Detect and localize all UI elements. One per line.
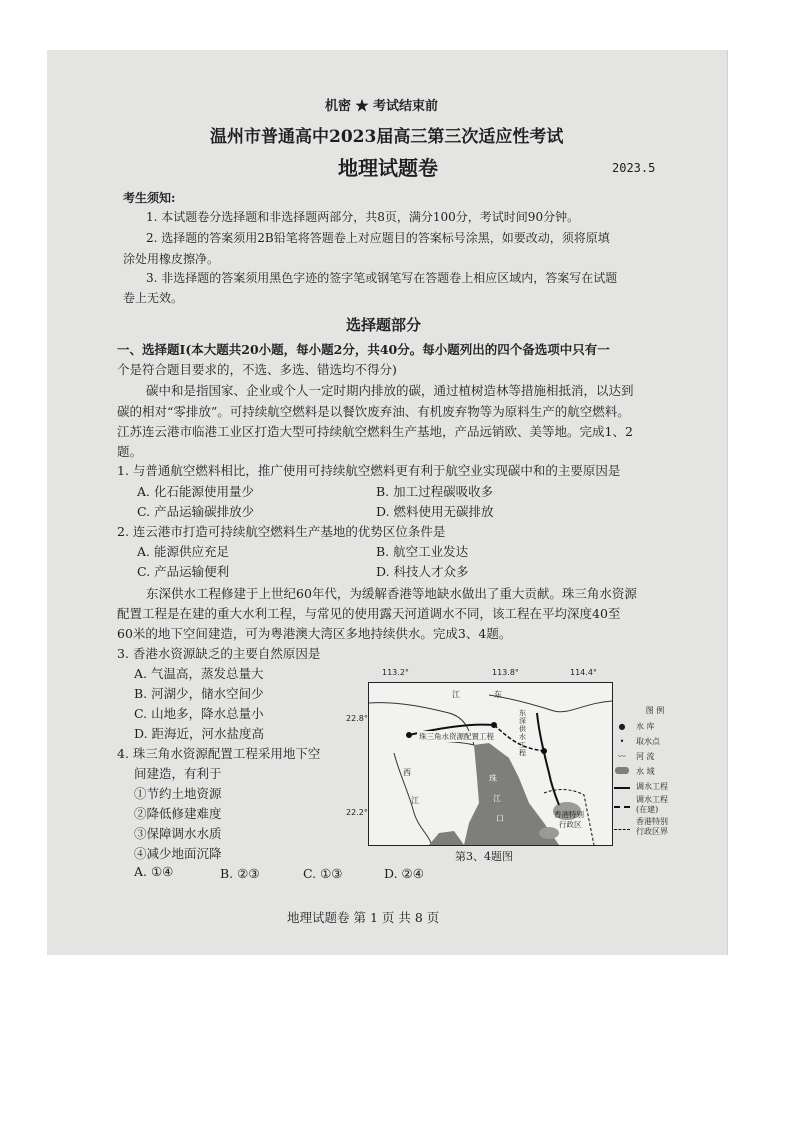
q3-stem: 3. 香港水资源缺乏的主要自然原因是 — [117, 646, 321, 661]
map-lat-1: 22.8° — [346, 714, 368, 723]
section-intro-2: 个是符合题目要求的，不选、多选、错选均不得分) — [117, 362, 397, 377]
label-hk-2: 行政区 — [559, 820, 582, 829]
notice-line-1: 1. 本试题卷分选择题和非选择题两部分，共8页，满分100分，考试时间90分钟。 — [146, 210, 580, 224]
passage1-line-3: 江苏连云港市临港工业区打造大型可持续航空燃料生产基地，产品远销欧、美等地。完成1、2 — [117, 424, 633, 439]
legend-hk-border: 香港特别 行政区界 — [636, 817, 668, 836]
legend-intake: 取水点 — [636, 737, 660, 746]
passage2-line-3: 60米的地下空间建造，可为粤港澳大湾区多地持续供水。完成3、4题。 — [117, 626, 512, 641]
secrecy-label: 机密 ★ 考试结束前 — [325, 99, 439, 114]
label-xijiang-a: 西 — [403, 768, 411, 777]
q2-option-b: B. 航空工业发达 — [376, 544, 469, 559]
legend-title: 图 例 — [645, 706, 665, 715]
q1-option-a: A. 化石能源使用量少 — [137, 484, 254, 499]
q4-statement-1: ①节约土地资源 — [134, 786, 222, 801]
q4-option-d: D. ②④ — [384, 866, 424, 881]
map-lat-2: 22.2° — [346, 808, 368, 817]
q4-statement-3: ③保障调水水质 — [134, 826, 222, 841]
transfer-line-icon — [612, 781, 632, 792]
label-dongjiang-a: 江 — [452, 690, 460, 699]
q2-stem: 2. 连云港市打造可持续航空燃料生产基地的优势区位条件是 — [117, 524, 446, 539]
q3-option-b: B. 河湖少，储水空间少 — [134, 686, 264, 701]
q4-option-b: B. ②③ — [220, 866, 260, 881]
legend-row-transfer — [612, 779, 688, 794]
legend-transfer: 调水工程 — [636, 782, 668, 791]
legend-row-intake — [612, 734, 688, 749]
label-dongshen: 东深供水工程 — [519, 709, 526, 757]
q3-option-d: D. 距海近，河水盐度高 — [134, 726, 265, 741]
label-pearl-a: 珠 — [489, 774, 497, 783]
map-lon-1: 113.2° — [382, 668, 409, 677]
intake-icon: • — [619, 737, 625, 746]
label-pearl-c: 口 — [496, 814, 504, 823]
legend-transfer-building: 调水工程 (在建) — [636, 795, 668, 814]
page-footer: 地理试题卷 第 1 页 共 8 页 — [287, 910, 440, 925]
q2-option-a: A. 能源供应充足 — [137, 544, 229, 559]
map-lon-3: 114.4° — [570, 668, 597, 677]
river-icon: 〰 — [618, 752, 626, 761]
map-caption: 第3、4题图 — [455, 850, 513, 863]
notice-line-4: 3. 非选择题的答案须用黑色字迹的签字笔或钢笔写在答题卷上相应区域内，答案写在试题 — [146, 271, 618, 285]
q1-stem: 1. 与普通航空燃料相比，推广使用可持续航空燃料更有利于航空业实现碳中和的主要原因是 — [117, 463, 621, 478]
label-xijiang-b: 江 — [411, 796, 419, 805]
water-icon — [612, 766, 632, 777]
legend-water: 水 域 — [636, 767, 655, 776]
notice-line-2: 2. 选择题的答案须用2B铅笔将答题卷上对应题目的答案标号涂黑，如要改动，须将原填 — [146, 231, 610, 245]
lantau-island — [539, 827, 559, 839]
q2-option-c: C. 产品运输便利 — [137, 564, 230, 579]
passage2-line-1: 东深供水工程修建于上世纪60年代，为缓解香港等地缺水做出了重大贡献。珠三角水资源 — [146, 586, 637, 601]
q2-option-d: D. 科技人才众多 — [376, 564, 469, 579]
passage2-line-2: 配置工程是在建的重大水利工程，与常见的使用露天河道调水不同，该工程在平均深度40至 — [117, 606, 621, 621]
pearl-river-map — [368, 682, 613, 846]
map-legend — [612, 705, 688, 838]
legend-row-water — [612, 764, 688, 779]
legend-row-hk-border — [612, 816, 688, 838]
reservoir-point-2 — [541, 748, 547, 754]
intake-point — [406, 732, 412, 738]
notice-heading: 考生须知: — [123, 191, 176, 205]
q4-stem-2: 间建造，有利于 — [134, 766, 222, 781]
legend-river: 河 流 — [636, 752, 655, 761]
q4-stem-1: 4. 珠三角水资源配置工程采用地下空 — [117, 746, 321, 761]
legend-row-river — [612, 749, 688, 764]
q4-statement-2: ②降低修建难度 — [134, 806, 222, 821]
q3-option-c: C. 山地多，降水总量小 — [134, 706, 264, 721]
label-dongjiang-b: 东 — [494, 690, 502, 699]
transfer-building-icon — [612, 800, 632, 811]
label-project: 珠三角水资源配置工程 — [419, 732, 494, 741]
exam-title: 温州市普通高中2023届高三第三次适应性考试 — [210, 127, 564, 147]
legend-row-transfer-building — [612, 794, 688, 816]
dongshen-line — [537, 713, 559, 805]
q1-option-c: C. 产品运输碳排放少 — [137, 504, 255, 519]
section-title: 选择题部分 — [346, 316, 422, 334]
q1-option-b: B. 加工过程碳吸收多 — [376, 484, 494, 499]
q4-statement-4: ④减少地面沉降 — [134, 846, 222, 861]
hk-border-icon — [612, 822, 632, 833]
passage1-line-4: 题。 — [117, 444, 143, 459]
legend-row-reservoir — [612, 719, 688, 734]
q4-option-a: A. ①④ — [134, 864, 174, 879]
reservoir-icon: ● — [618, 722, 626, 731]
q4-option-c: C. ①③ — [303, 866, 343, 881]
west-water — [429, 831, 464, 845]
exam-subtitle: 地理试题卷 — [338, 156, 438, 180]
map-lon-2: 113.8° — [492, 668, 519, 677]
passage1-line-1: 碳中和是指国家、企业或个人一定时期内排放的碳，通过植树造林等措施相抵消，以达到 — [146, 383, 634, 398]
notice-line-3: 涂处用橡皮擦净。 — [123, 252, 220, 266]
reservoir-point-1 — [491, 722, 497, 728]
section-intro-1: 一、选择题Ⅰ(本大题共20小题，每小题2分，共40分。每小题列出的四个备选项中只有一 — [117, 342, 610, 357]
q1-option-d: D. 燃料使用无碳排放 — [376, 504, 494, 519]
passage1-line-2: 碳的相对“零排放”。可持续航空燃料是以餐饮废弃油、有机废弃物等为原料生产的航空燃料。 — [117, 404, 630, 419]
legend-reservoir: 水 库 — [636, 722, 655, 731]
q3-option-a: A. 气温高，蒸发总量大 — [134, 666, 264, 681]
label-pearl-b: 江 — [493, 794, 501, 803]
notice-line-5: 卷上无效。 — [123, 291, 184, 305]
river-dongjiang — [489, 695, 612, 712]
exam-date: 2023.5 — [612, 161, 656, 175]
label-hk-1: 香港特别 — [554, 810, 584, 819]
